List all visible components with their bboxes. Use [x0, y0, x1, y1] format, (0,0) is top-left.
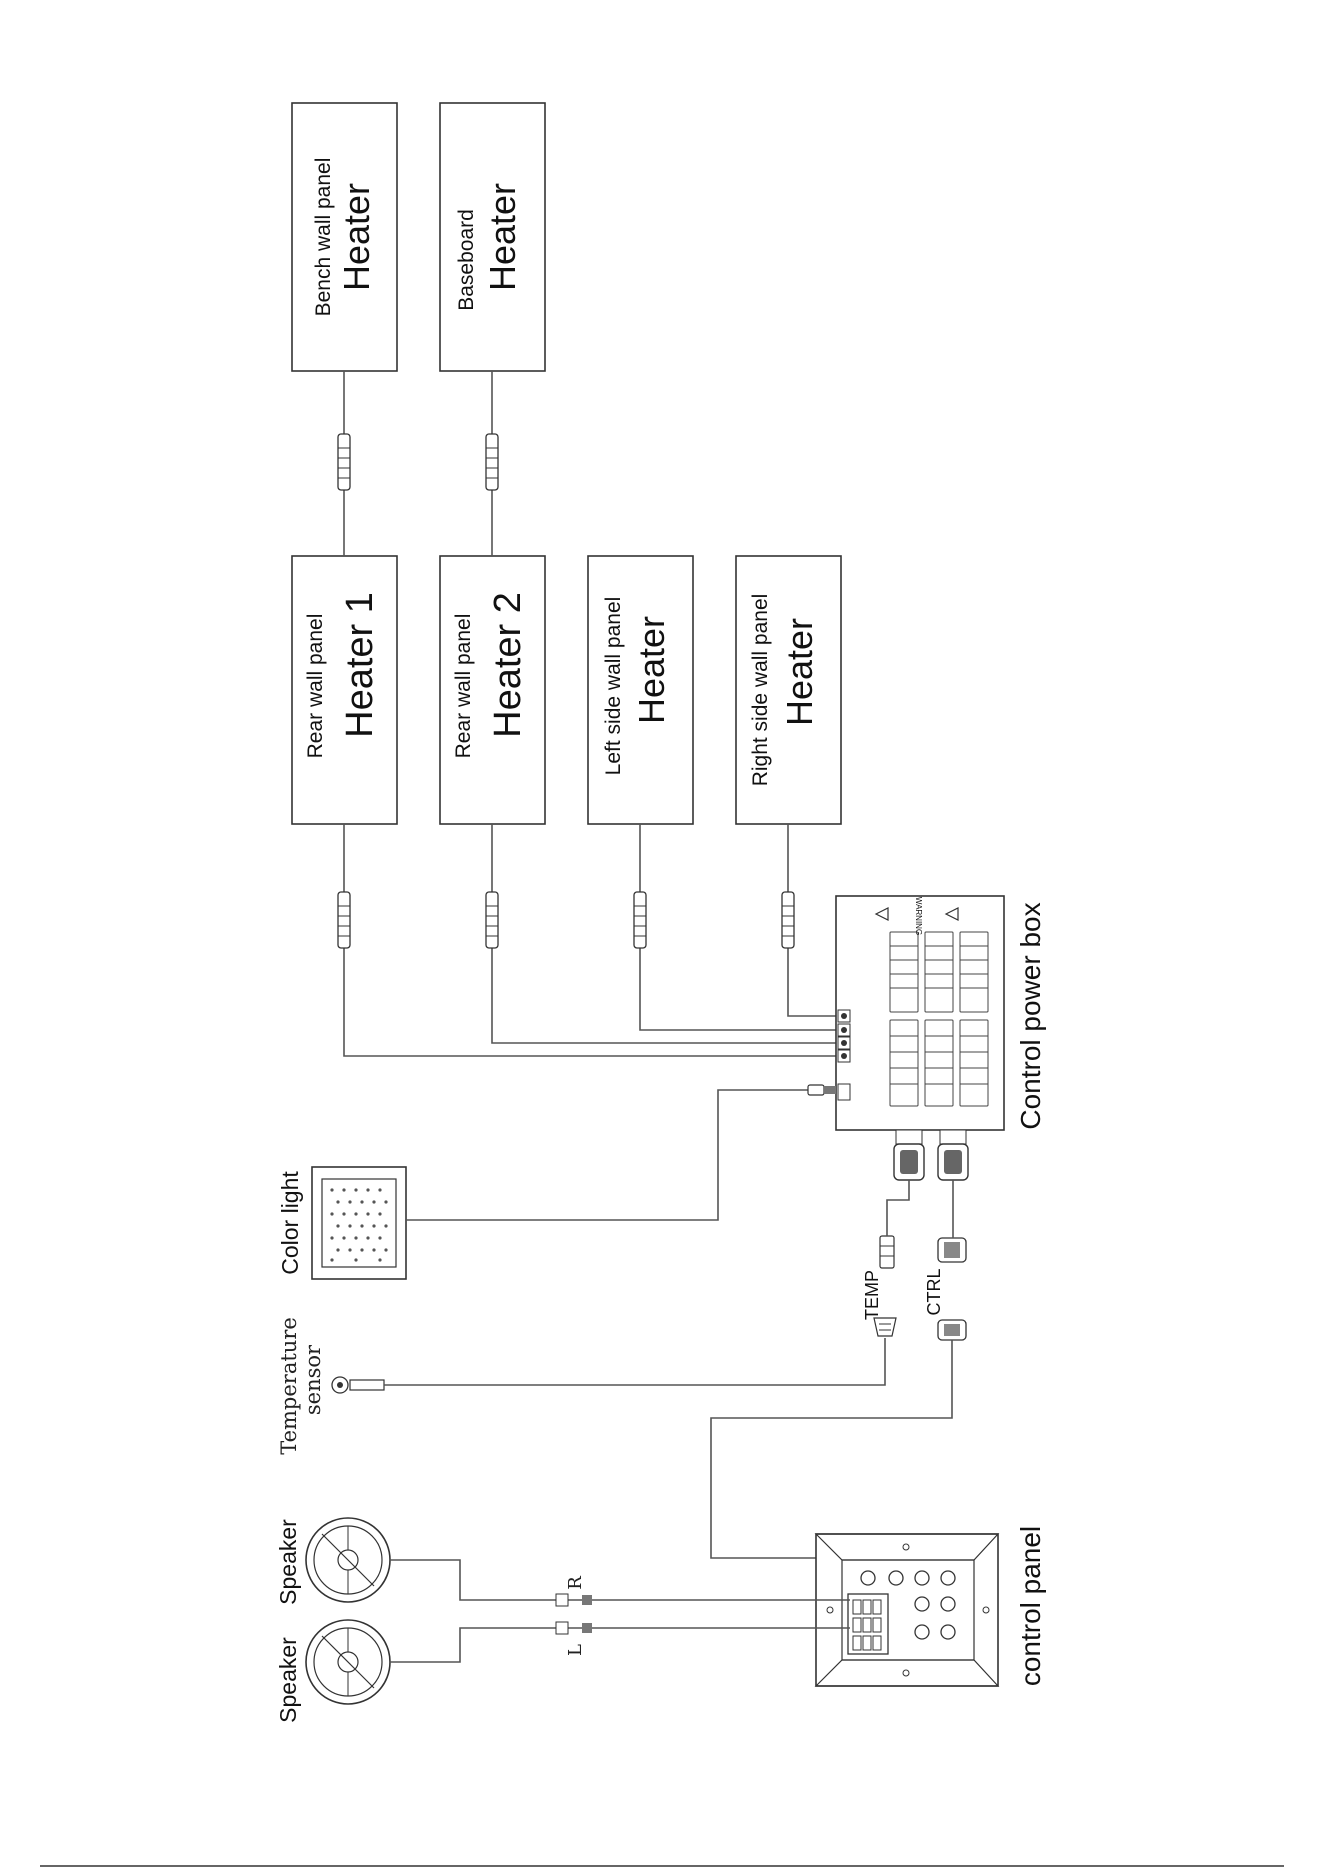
speaker-left-wire [390, 1628, 850, 1662]
heater-rear-wall-2-main-label: Heater 2 [487, 592, 529, 738]
connector-bench-wall [338, 434, 350, 490]
color-light [312, 1167, 406, 1279]
heater-rear-wall-2-sub-label: Rear wall panel [452, 613, 475, 759]
power-box-ctrl-port [938, 1130, 968, 1180]
light-socket [838, 1084, 850, 1100]
power-box-heater-sockets [838, 1010, 850, 1062]
heater-right-side-wall [736, 556, 841, 824]
control-power-box-label: Control power box [1015, 902, 1046, 1130]
right-arrow-button [889, 1571, 903, 1585]
light-button [915, 1571, 929, 1585]
heater-right-side-wall-main-label: Heater [779, 617, 820, 727]
temperature-sensor-label-line1: Temperature [277, 1317, 301, 1455]
connector-left-side-wall [634, 892, 646, 948]
heater-rear-wall-1-main-label: Heater 1 [339, 592, 381, 738]
heater-baseboard [440, 103, 545, 371]
heater-left-side-wall [588, 556, 693, 824]
light-plug [808, 1085, 836, 1095]
speaker-left [306, 1620, 390, 1704]
ctrl-label: CTRL [924, 1268, 944, 1316]
heater-rear-wall-2 [440, 556, 545, 824]
control-power-box [836, 896, 1004, 1180]
power-box-temp-port [894, 1130, 924, 1180]
heater-baseboard-main-label: Heater [482, 182, 523, 292]
temp-button [941, 1571, 955, 1585]
channel-l-label: L [565, 1644, 586, 1656]
speaker-right [306, 1518, 390, 1602]
color-light-wire [406, 1090, 810, 1220]
speaker-right-wire [390, 1560, 850, 1600]
heater-left-side-wall-main-label: Heater [631, 615, 672, 725]
warning-label: WARNING [914, 896, 923, 936]
temperature-sensor-label-line2: sensor [301, 1344, 325, 1416]
color-light-label: Color light [277, 1171, 303, 1275]
heater-left-side-wall-sub-label: Left side wall panel [602, 596, 625, 776]
power-button [941, 1625, 955, 1639]
heater-baseboard-sub-label: Baseboard [455, 209, 478, 311]
left-arrow-button [861, 1571, 875, 1585]
heater-bench-wall [292, 103, 397, 371]
connector-right-side-wall [782, 892, 794, 948]
info-button [915, 1597, 929, 1611]
heater-connectors [338, 434, 794, 948]
channel-r-label: R [565, 1576, 586, 1590]
heater-right-side-wall-sub-label: Right side wall panel [749, 593, 772, 787]
ctrl-cable-wire [711, 1340, 952, 1558]
temperature-sensor-wire [384, 1338, 885, 1385]
temp-label: TEMP [862, 1269, 882, 1321]
temperature-sensor-probe [332, 1377, 384, 1393]
temp-inline-connector [880, 1236, 894, 1268]
speaker-left-label: Speaker [275, 1637, 301, 1723]
music-button [915, 1625, 929, 1639]
heater-rear-wall-1 [292, 556, 397, 824]
heater-bench-wall-sub-label: Bench wall panel [312, 157, 335, 317]
connector-rear-wall-2 [486, 892, 498, 948]
control-panel [816, 1534, 998, 1686]
control-panel-display [848, 1594, 888, 1654]
heater-rear-wall-1-sub-label: Rear wall panel [304, 613, 327, 759]
ctrl-plug-top [938, 1238, 966, 1262]
connector-rear-wall-1 [338, 892, 350, 948]
fan-button [941, 1597, 955, 1611]
control-panel-label: control panel [1015, 1525, 1046, 1687]
speaker-right-label: Speaker [275, 1519, 301, 1605]
ctrl-plug-bottom [938, 1320, 966, 1340]
heater-bench-wall-main-label: Heater [336, 182, 377, 292]
connector-baseboard [486, 434, 498, 490]
